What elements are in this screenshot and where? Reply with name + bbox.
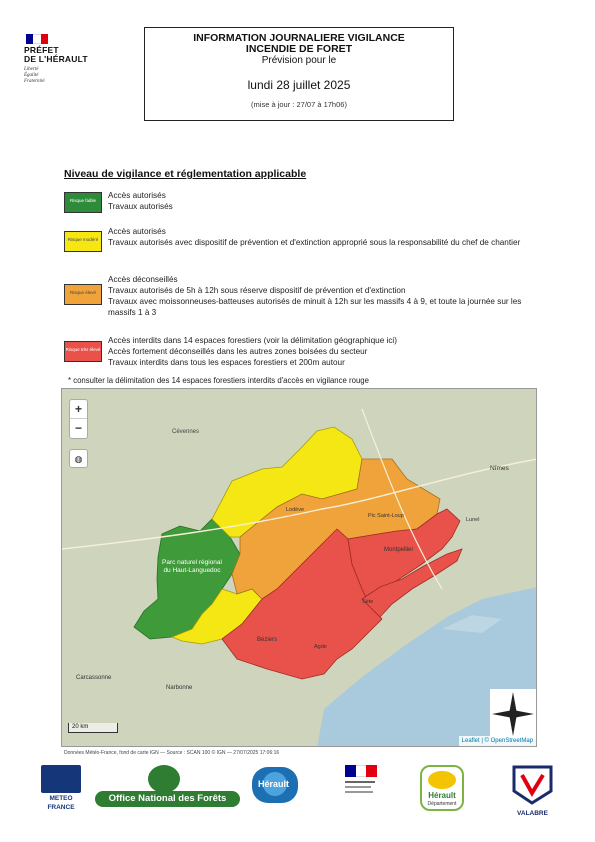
herault-name: Hérault — [258, 779, 290, 789]
map-label-nimes: Nîmes — [490, 465, 509, 472]
vigilance-map[interactable] — [61, 388, 537, 747]
map-label-carcassonne: Carcassonne — [76, 675, 112, 681]
onf-logo — [95, 765, 240, 813]
map-label-pic: Pic Saint-Loup — [368, 513, 404, 519]
level-very-high-badge: Risque très élevé — [64, 341, 102, 362]
herault-department-subtitle: Département — [427, 801, 457, 807]
level-moderate-text: Accès autorisés Travaux autorisés avec dispositif de prévention et d'extinction approprié sous la responsabilité du chef de chantier — [108, 227, 521, 247]
map-source: Données Météo-France, fond de carte IGN — Source : SCAN 100 © IGN — 27/07/2025 17:06:16 — [64, 750, 280, 756]
title-line2: INCENDIE DE FORET — [245, 43, 353, 55]
title-box — [144, 27, 454, 121]
level-very-high-text: Accès interdits dans 14 espaces forestiers (voir la délimitation géographique ici) Accès fortement déconseillés dans les autres zones boisées du secteur Travaux interdits dans tous les espaces forestiers et 200m autour — [108, 336, 397, 367]
valabre-logo — [510, 765, 555, 817]
map-label-pnr: Parc naturel régional du Haut-Languedoc — [162, 559, 222, 574]
map-label-beziers: Béziers — [257, 637, 278, 643]
map-label-sete: Sète — [362, 599, 374, 605]
herault-department-logo — [420, 765, 464, 811]
map-canvas — [62, 389, 537, 747]
zoom-out-button[interactable]: − — [74, 421, 82, 435]
level-high-text: Accès déconseillés Travaux autorisés de 5h à 12h sous réserve dispositif de prévention et d'extinction Travaux avec moissonneuses-batteuses autorisés de minuit à 12h sur les massifs 4 à 9, et toute la journée sur les massifs 1 à 3 — [108, 275, 522, 317]
map-label-cevennes: Cévennes — [172, 429, 200, 435]
compass-icon[interactable]: ◍ — [69, 449, 88, 468]
north-arrow-icon — [490, 689, 536, 739]
zoom-control — [69, 399, 88, 439]
update-time: (mise à jour : 27/07 à 17h06) — [251, 100, 347, 109]
title-line1: INFORMATION JOURNALIERE VIGILANCE — [193, 32, 405, 44]
level-moderate-badge: Risque modéré — [64, 231, 102, 252]
level-low-badge: Risque faible — [64, 192, 102, 213]
meteo-france-logo: METEO FRANCE — [37, 765, 85, 813]
map-label-montpellier: Montpellier — [384, 547, 414, 553]
meteo-france-icon — [41, 765, 81, 793]
marianne-flag-icon — [26, 34, 48, 44]
onf-name: Office National des Forêts — [95, 791, 240, 807]
section-title: Niveau de vigilance et réglementation applicable — [64, 168, 307, 180]
tree-icon — [148, 765, 180, 793]
map-label-narbonne: Narbonne — [166, 685, 193, 691]
map-scale: 20 km — [68, 723, 118, 733]
map-label-lodeve: Lodève — [286, 507, 305, 513]
forecast-label: Prévision pour le — [261, 55, 337, 66]
level-low-text: Accès autorisés Travaux autorisés — [108, 191, 173, 211]
prefet-logo — [24, 34, 114, 85]
prefet-line1: PRÉFET — [24, 45, 59, 55]
forecast-date: lundi 28 juillet 2025 — [247, 78, 351, 92]
zoom-in-button[interactable]: + — [70, 400, 87, 419]
valabre-name: VALABRE — [517, 810, 548, 817]
herault-department-name: Hérault — [428, 791, 456, 800]
level-high-badge: Risque élevé — [64, 284, 102, 305]
map-label-lunel: Lunel — [466, 517, 480, 523]
map-label-agde: Agde — [314, 644, 327, 650]
prefet-motto: Liberté Égalité Fraternité — [24, 67, 45, 84]
delimitation-note: * consulter la délimitation des 14 espaces forestiers interdits d'accès en vigilance rouge — [68, 376, 369, 385]
herault-logo — [244, 765, 306, 813]
map-attribution[interactable]: Leaflet | © OpenStreetMap — [459, 736, 536, 746]
etat-logo — [342, 765, 380, 813]
prefet-line2: DE L'HÉRAULT — [24, 54, 88, 64]
